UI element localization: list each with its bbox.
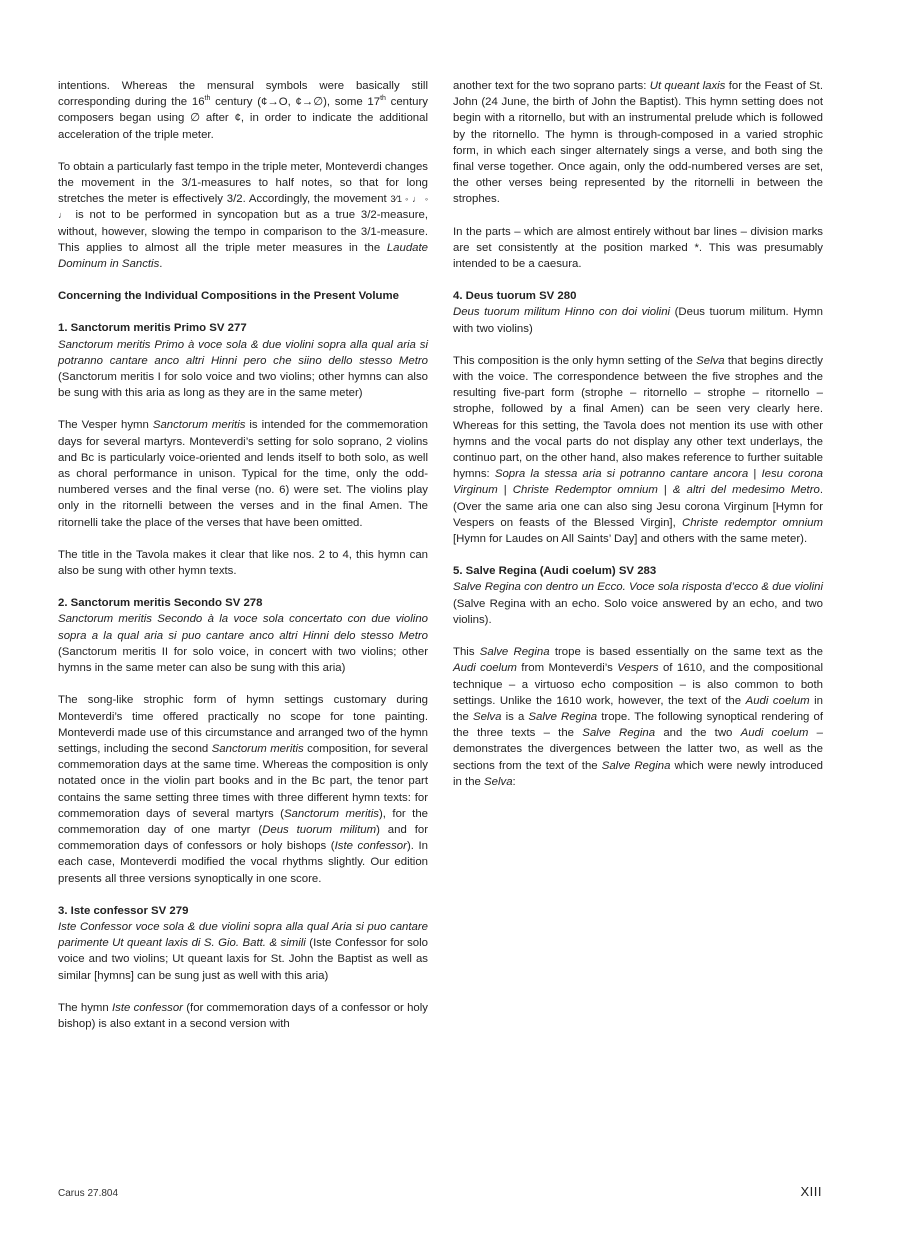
composition-4 (453, 288, 823, 337)
composition-3 (58, 903, 428, 984)
composition-heading: 5. Salve Regina (Audi coelum) SV 283 (453, 565, 657, 578)
composition-title-text: Deus tuorum militum Hinno con doi violini (Deus tuorum militum. Hymn with two violins) (453, 306, 823, 335)
composition-heading: 4. Deus tuorum SV 280 (453, 290, 577, 303)
composition-heading: 1. Sanctorum meritis Primo SV 277 (58, 322, 247, 335)
left-column (58, 78, 428, 1048)
intro-paragraph-2: To obtain a particularly fast tempo in the triple meter, Monteverdi changes the movement in the 3/1-measures to half notes, so that for long stretches the meter is effectively 3/2. Accordingly, the movement 3⁄1 ◦ ♩ ◦ ♩ is not to be performed in syncopation but as a true 3/2-measure, without, however, slowing the tempo in comparison to the 3/1-measure. This applies to almost all the triple meter measures in the Laudate Dominum in Sanctis. (58, 160, 429, 271)
composition-title-text: Sanctorum meritis Secondo à la voce sola concertato con due violino sopra a la qual aria si puo cantare anco altri Hinni delo stesso Metro (Sanctorum meritis II for solo voice, in concert with two violins; other hymns in the same meter can also be sung with this aria) (58, 613, 428, 675)
composition-4-paragraph-1: This composition is the only hymn setting of the Selva that begins directly with the voice. The correspondence between the five strophes and the resulting five-part form (strophe – ritornello – strophe – ritornello – strophe, followed by a final Amen) can be seen very clearly here. Whereas for this setting, the Tavola does not mention its use with other hymns and the vocal parts do not display any other text underlays, the continuo part, on the other hand, also makes reference to further suitable hymns: Sopra la stessa aria si potranno cantare ancora | Iesu corona Virginum | Christe Redemptor omnium | & altri del medesimo Metro. (Over the same aria one can also sing Jesu corona Virginum [Hymn for Vespers on feasts of the Blessed Virgin], Christe redemptor omnium [Hymn for Laudes on All Saints’ Day] and others with the same meter). (453, 354, 823, 546)
catalog-number: Carus 27.804 (58, 1188, 119, 1199)
composition-title-text: Iste Confessor voce sola & due violini sopra alla qual Aria si puo cantare parimente Ut queant laxis di S. Gio. Batt. & simili (Iste Confessor for solo voice and two violins; Ut queant laxis for St. John the Baptist as well as similar [hymns] can be sung just as well with this aria) (58, 920, 428, 982)
composition-2-paragraph-1: The song-like strophic form of hymn settings customary during Monteverdi’s time offered practically no scope for tone painting. Monteverdi made use of this circumstance and arranged two of the hymn settings, including the second Sanctorum meritis composition, for several commemoration days at the same time. Whereas the composition is only notated once in the violin part books and in the Bc part, the tenor part contains the same setting three times with three different hymn texts: for commemoration days of several martyrs (Sanctorum meritis), for the commemoration day of one martyr (Deus tuorum militum) and for commemoration days of confessors or holy bishops (Iste confessor). In each case, Monteverdi modified the vocal rhythms slightly. Our edition presents all three versions synoptically in one score. (58, 694, 429, 885)
continued-paragraph: another text for the two soprano parts: Ut queant laxis for the Feast of St. John (24 June, the birth of John the Baptist). This hymn setting does not begin with a ritornello, but with an instrumental prelude which is followed by the ritornello. The hymn is through-composed in a varied strophic form, in which each singer alternately sings a verse, and both sing the final verse together. Once again, only the odd-numbered verses are set, the other verses being represented by the ritornelli in between the strophes. (453, 80, 823, 206)
composition-3-paragraph-1: The hymn Iste confessor (for commemoration days of a confessor or holy bishop) is also extant in a second version with (58, 1001, 428, 1030)
composition-1 (58, 320, 428, 401)
composition-5 (453, 563, 823, 628)
composition-title-text: Sanctorum meritis Primo à voce sola & due violini sopra alla qual aria si potranno cantare anco altri Hinni pero che siino dello stesso Metro (Sanctorum meritis I for solo voice and two violins; other hymns can also be sung with this aria as long as they are in the same meter) (58, 338, 428, 400)
right-column (453, 78, 823, 806)
composition-2 (58, 595, 428, 676)
composition-heading: 3. Iste confessor SV 279 (58, 904, 189, 917)
composition-1-paragraph-1: The Vesper hymn Sanctorum meritis is intended for the commemoration days for several martyrs. Monteverdi’s setting for solo soprano, 2 violins and Bc is particularly voice-oriented and lends itself to both solo, as well as choral performance in unison. Typical for the time, only the odd-numbered verses and the final verse (no. 6) were set. The violins play only in the ritornelli between the verses and in the final Amen. The ritornelli take the place of the verses that have been omitted. (58, 419, 428, 529)
continued-paragraph-2: In the parts – which are almost entirely without bar lines – division marks are set consistently at the position marked *. This was presumably intended to be a caesura. (453, 225, 823, 271)
music-notation: 3⁄1 ◦ ♩ ◦ ♩ (58, 194, 429, 221)
intro-paragraph-1: intentions. Whereas the mensural symbols were basically still corresponding during the 16th century (¢→O, ¢→∅), some 17th century composers began using ∅ after ¢, in order to indicate the additional acceleration of the triple meter. (58, 80, 428, 141)
composition-heading: 2. Sanctorum meritis Secondo SV 278 (58, 597, 263, 610)
section-title: Concerning the Individual Compositions in the Present Volume (58, 290, 399, 303)
composition-5-paragraph-1: This Salve Regina trope is based essentially on the same text as the Audi coelum from Monteverdi’s Vespers of 1610, and the compositional technique – a virtuoso echo composition – is also common to both settings. Unlike the 1610 work, however, the text of the Audi coelum in the Selva is a Salve Regina trope. The following synoptical rendering of the three texts – the Salve Regina and the two Audi coelum – demonstrates the divergences between the latter two, as well as the sections from the text of the Salve Regina which were newly introduced in the Selva: (453, 646, 824, 788)
page-number: XIII (800, 1184, 822, 1199)
composition-title-text: Salve Regina con dentro un Ecco. Voce sola risposta d’ecco & due violini (Salve Regina with an echo. Solo voice answered by an echo, and two violins). (453, 581, 823, 626)
composition-1-paragraph-2: The title in the Tavola makes it clear that like nos. 2 to 4, this hymn can also be sung with other hymn texts. (58, 548, 428, 578)
